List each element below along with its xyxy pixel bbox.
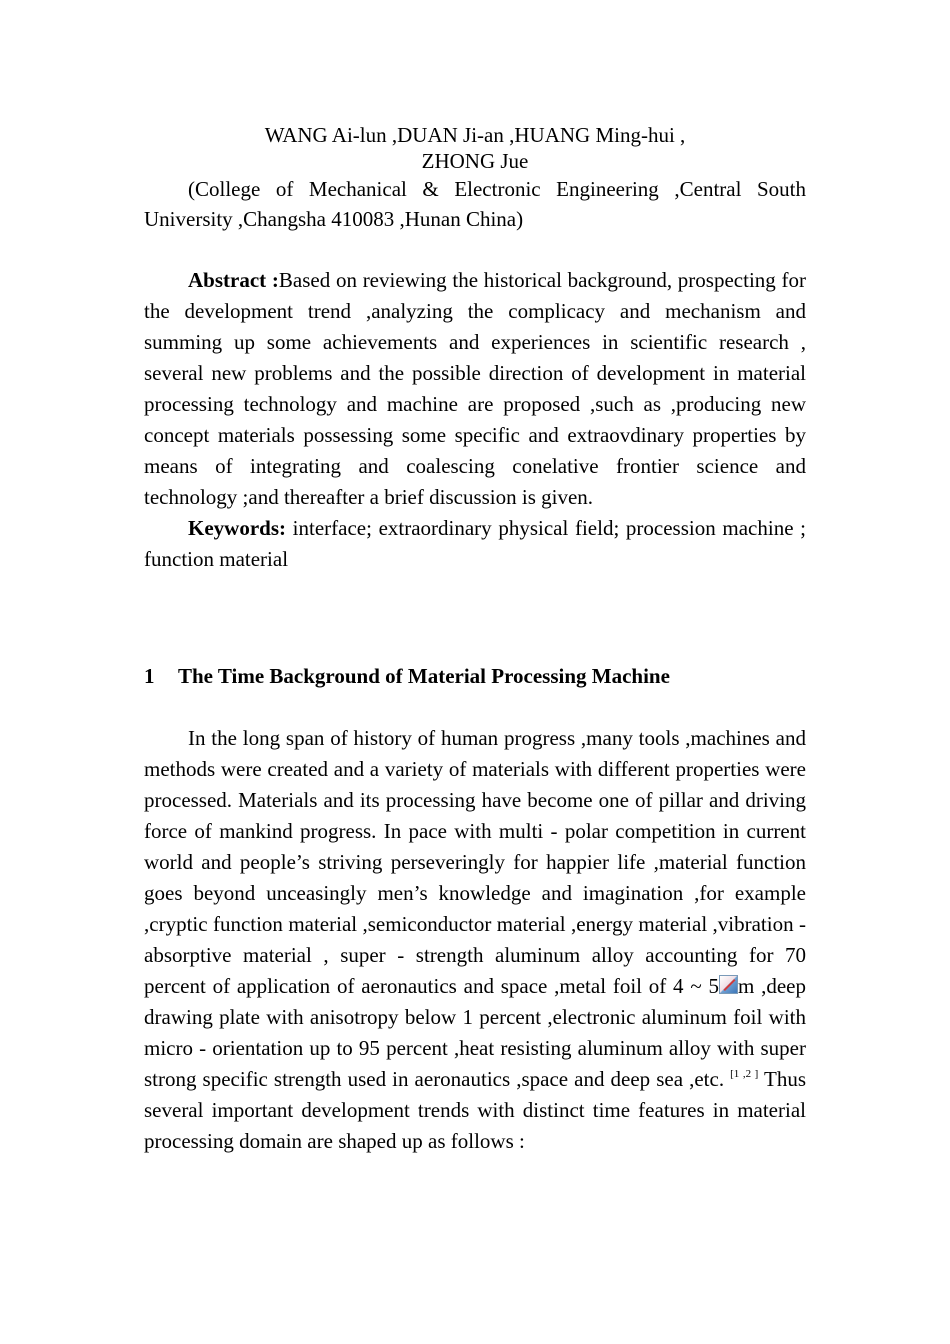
section-title: The Time Background of Material Processing Machine <box>178 664 670 688</box>
author-list <box>144 122 806 174</box>
paragraph-text-part-3: Thus several important development trends with distinct time features in material processing domain are shaped up as follows : <box>144 1067 806 1153</box>
authors-line-1: WANG Ai-lun ,DUAN Ji-an ,HUANG Ming-hui , <box>264 123 686 147</box>
paragraph-text-part-2: m ,deep drawing plate with anisotropy below 1 percent ,electronic aluminum foil with micro - orientation up to 95 percent ,heat resisting aluminum alloy with super strong specific strength used in aeronautics ,space and deep sea ,etc. <box>144 974 806 1091</box>
affiliation: (College of Mechanical & Electronic Engineering ,Central South University ,Changsha 410083 ,Hunan China) <box>144 177 806 231</box>
section-heading <box>144 661 806 691</box>
document-page <box>144 122 806 1157</box>
keywords-text: interface; extraordinary physical field; procession machine ; function material <box>144 516 806 571</box>
authors-line-2: ZHONG Jue <box>421 149 529 173</box>
citation-reference[interactable]: [1 ,2 ] <box>730 1068 759 1080</box>
abstract-label: Abstract : <box>188 268 279 292</box>
section-number: 1 <box>144 664 155 688</box>
paragraph-text-part-1: In the long span of history of human progress ,many tools ,machines and methods were created and a variety of materials with different properties were processed. Materials and its processing have become one of pillar and driving force of mankind progress. In pace with multi - polar competition in current world and people’s striving perseveringly for happier life ,material function goes beyond unceasingly men’s knowledge and imagination ,for example ,cryptic function material ,semiconductor material ,energy material ,vibration - absorptive material , super - strength aluminum alloy accounting for 70 percent of application of aeronautics and space ,metal foil of 4 ~ 5 <box>144 726 806 998</box>
section-paragraph <box>144 723 806 1157</box>
broken-image-icon <box>719 975 738 994</box>
keywords-paragraph <box>144 513 806 575</box>
abstract-text: Based on reviewing the historical background, prospecting for the development trend ,analyzing the complicacy and mechanism and summing up some achievements and experiences in scientific research , several new problems and the possible direction of development in material processing technology and machine are proposed ,such as ,producing new concept materials possessing some specific and extraovdinary properties by means of integrating and coalescing conelative frontier science and technology ;and thereafter a brief discussion is given. <box>144 268 807 509</box>
keywords-label: Keywords: <box>188 516 286 540</box>
abstract-paragraph <box>144 265 806 513</box>
